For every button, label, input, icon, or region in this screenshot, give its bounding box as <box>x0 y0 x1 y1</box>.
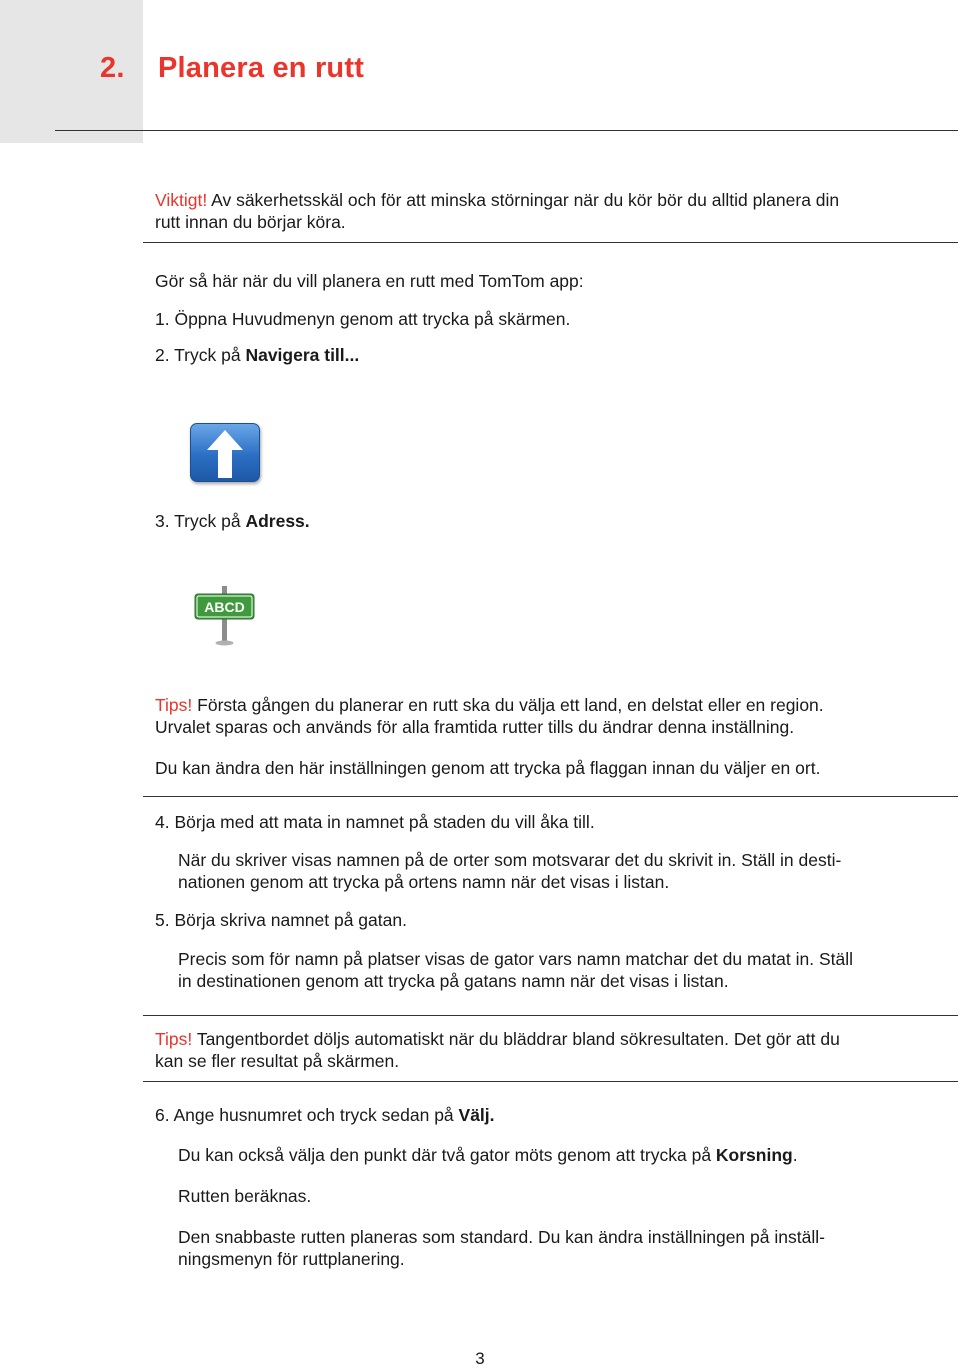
tip-2-label: Tips! <box>155 1029 193 1049</box>
tip-2-line1: Tangentbordet döljs automatiskt när du bläddrar bland sökresultaten. Det gör att du <box>192 1029 840 1049</box>
navigate-arrow-icon <box>190 423 260 482</box>
step-4-line1: När du skriver visas namnen på de orter som motsvarar det du skrivit in. Ställ in desti- <box>178 850 842 870</box>
step-6-line3: Den snabbaste rutten planeras som standard. Du kan ändra inställningen på inställ- <box>178 1227 825 1247</box>
header-divider <box>55 130 958 131</box>
important-divider <box>143 242 958 243</box>
step-6-line1 <box>178 1144 955 1166</box>
step-4-line2: nationen genom att trycka på ortens namn när det visas i listan. <box>178 872 670 892</box>
step-5-body <box>178 948 955 992</box>
chapter-number: 2. <box>100 52 125 84</box>
chapter-title <box>100 52 364 85</box>
step-6-body <box>178 1226 955 1270</box>
step-2-prefix: 2. Tryck på <box>155 345 246 365</box>
tip-1-label: Tips! <box>155 695 193 715</box>
step-5-line2: in destinationen genom att trycka på gatans namn när det visas i listan. <box>178 971 729 991</box>
step-1: 1. Öppna Huvudmenyn genom att trycka på skärmen. <box>155 309 571 329</box>
step-5-line1: Precis som för namn på platser visas de gator vars namn matchar det du matat in. Ställ <box>178 949 854 969</box>
address-sign-icon <box>192 586 258 646</box>
step-6-junction: Korsning <box>715 1145 793 1165</box>
tip-2-divider <box>143 1081 958 1082</box>
step-4-title: 4. Börja med att mata in namnet på staden du vill åka till. <box>155 812 595 832</box>
tip-2-line2: kan se fler resultat på skärmen. <box>155 1051 400 1071</box>
step-3 <box>155 510 955 532</box>
step-6-line2: Rutten beräknas. <box>178 1186 312 1206</box>
tip-1-divider <box>143 796 958 797</box>
step-2 <box>155 344 955 366</box>
step-6-action: Välj. <box>458 1105 495 1125</box>
step-6-line4: ningsmenyn för ruttplanering. <box>178 1249 405 1269</box>
step-3-prefix: 3. Tryck på <box>155 511 246 531</box>
tip-1 <box>155 694 955 738</box>
step-5-divider <box>143 1015 958 1016</box>
chapter-title-text: Planera en rutt <box>158 52 365 84</box>
step-6-prefix: 6. Ange husnumret och tryck sedan på <box>155 1105 459 1125</box>
sign-text: ABCD <box>204 599 245 615</box>
tip-1-line2: Urvalet sparas och används för alla framtida rutter tills du ändrar denna inställning. <box>155 717 795 737</box>
important-text-line2: rutt innan du börjar köra. <box>155 212 346 232</box>
page-number: 3 <box>475 1349 485 1368</box>
intro-text: Gör så här när du vill planera en rutt med TomTom app: <box>155 271 584 291</box>
step-2-action: Navigera till... <box>245 345 360 365</box>
tip-2 <box>155 1028 955 1072</box>
step-6-title <box>155 1104 955 1126</box>
important-text-line1: Av säkerhetsskäl och för att minska störningar när du kör bör du alltid planera din <box>207 190 840 210</box>
step-4-body <box>178 849 955 893</box>
step-6-line1-prefix: Du kan också välja den punkt där två gator möts genom att trycka på <box>178 1145 716 1165</box>
important-label: Viktigt! <box>155 190 208 210</box>
tip-1-line1: Första gången du planerar en rutt ska du välja ett land, en delstat eller en region. <box>192 695 824 715</box>
tip-1-line3: Du kan ändra den här inställningen genom att trycka på flaggan innan du väljer en ort. <box>155 758 821 778</box>
step-5-title: 5. Börja skriva namnet på gatan. <box>155 910 407 930</box>
step-6-line1-suffix: . <box>792 1145 798 1165</box>
important-note <box>155 189 955 233</box>
step-3-action: Adress. <box>245 511 310 531</box>
